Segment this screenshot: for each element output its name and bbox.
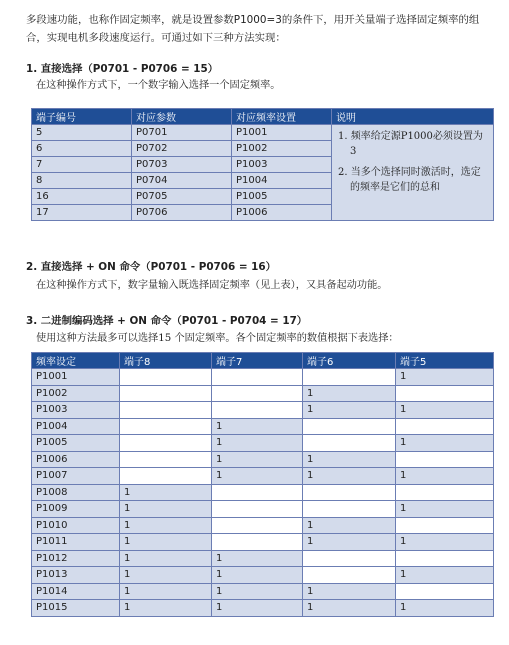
terminal-cell: 6 (32, 141, 132, 157)
freq-setting-cell: P1008 (32, 484, 120, 501)
terminal-state-cell (396, 451, 494, 468)
terminal-state-cell: 1 (396, 369, 494, 386)
terminal-cell: 7 (32, 157, 132, 173)
table-row (32, 484, 494, 501)
terminal-state-cell: 1 (120, 583, 212, 600)
terminal-state-cell (212, 385, 303, 402)
terminal-state-cell (120, 468, 212, 485)
terminal-state-cell (120, 369, 212, 386)
table-row (32, 468, 494, 485)
intro-paragraph: 多段速功能，也称作固定频率，就是设置参数P1000=3的条件下，用开关量端子选择固定频率的组合，实现电机多段速度运行。可通过如下三种方法实现： (26, 14, 480, 44)
terminal-state-cell (212, 369, 303, 386)
terminal-state-cell (396, 418, 494, 435)
terminal-state-cell (303, 484, 396, 501)
terminal-state-cell: 1 (212, 550, 303, 567)
table-row (32, 435, 494, 452)
notes-cell (332, 125, 494, 221)
table-header-row (32, 109, 494, 125)
terminal-state-cell (396, 583, 494, 600)
direct-selection-table (31, 108, 494, 221)
terminal-state-cell: 1 (120, 567, 212, 584)
terminal-state-cell: 1 (396, 468, 494, 485)
freq-setting-cell: P1007 (32, 468, 120, 485)
terminal-state-cell (303, 501, 396, 518)
terminal-state-cell: 1 (303, 517, 396, 534)
terminal-state-cell: 1 (396, 534, 494, 551)
note-item: 1. 频率给定源P1000必须设置为 3 (338, 131, 483, 157)
param-cell: P0704 (132, 173, 232, 189)
terminal-state-cell: 1 (303, 402, 396, 419)
table-row (32, 534, 494, 551)
table-row (32, 583, 494, 600)
header-cell: 端子6 (303, 353, 396, 369)
table-row (32, 418, 494, 435)
table-row (32, 567, 494, 584)
param-cell: P0701 (132, 125, 232, 141)
terminal-state-cell: 1 (303, 451, 396, 468)
terminal-state-cell (212, 517, 303, 534)
terminal-state-cell (120, 385, 212, 402)
freq-setting-cell: P1010 (32, 517, 120, 534)
freq-setting-cell: P1002 (32, 385, 120, 402)
table-row (32, 369, 494, 386)
header-cell: 说明 (332, 109, 494, 125)
header-cell: 端子5 (396, 353, 494, 369)
terminal-state-cell (120, 418, 212, 435)
header-cell: 对应频率设置 (232, 109, 332, 125)
note-item: 2. 当多个选择同时激活时，选定的频率是它们的总和 (338, 167, 481, 193)
terminal-state-cell: 1 (396, 435, 494, 452)
table-row (32, 125, 494, 141)
section1-title: 1. 直接选择（P0701 - P0706 = 15） (26, 63, 219, 75)
table-row (32, 451, 494, 468)
terminal-state-cell (303, 369, 396, 386)
header-cell: 对应参数 (132, 109, 232, 125)
terminal-state-cell: 1 (303, 468, 396, 485)
freq-setting-cell: P1001 (32, 369, 120, 386)
terminal-state-cell: 1 (303, 385, 396, 402)
table-row (32, 385, 494, 402)
param-cell: P0706 (132, 205, 232, 221)
table-row (32, 501, 494, 518)
header-cell: 端子编号 (32, 109, 132, 125)
terminal-state-cell: 1 (396, 567, 494, 584)
terminal-state-cell (303, 550, 396, 567)
table-row (32, 517, 494, 534)
terminal-state-cell: 1 (212, 567, 303, 584)
param-cell: P0703 (132, 157, 232, 173)
terminal-state-cell (303, 418, 396, 435)
freq-cell: P1002 (232, 141, 332, 157)
terminal-state-cell (303, 567, 396, 584)
freq-cell: P1004 (232, 173, 332, 189)
header-cell: 端子8 (120, 353, 212, 369)
freq-cell: P1003 (232, 157, 332, 173)
freq-setting-cell: P1009 (32, 501, 120, 518)
terminal-state-cell: 1 (212, 418, 303, 435)
freq-setting-cell: P1003 (32, 402, 120, 419)
terminal-cell: 8 (32, 173, 132, 189)
terminal-state-cell: 1 (120, 484, 212, 501)
terminal-state-cell (396, 484, 494, 501)
terminal-state-cell: 1 (396, 402, 494, 419)
param-cell: P0702 (132, 141, 232, 157)
terminal-state-cell: 1 (120, 517, 212, 534)
terminal-state-cell: 1 (212, 468, 303, 485)
section2-desc: 在这种操作方式下，数字量输入既选择固定频率（见上表），又具备起动功能。 (36, 280, 388, 291)
terminal-state-cell: 1 (303, 600, 396, 617)
terminal-state-cell: 1 (212, 583, 303, 600)
table-row (32, 402, 494, 419)
terminal-state-cell: 1 (120, 534, 212, 551)
terminal-cell: 5 (32, 125, 132, 141)
terminal-state-cell: 1 (396, 600, 494, 617)
terminal-state-cell: 1 (396, 501, 494, 518)
freq-cell: P1005 (232, 189, 332, 205)
terminal-cell: 16 (32, 189, 132, 205)
section1-desc: 在这种操作方式下，一个数字输入选择一个固定频率。 (36, 80, 281, 91)
section2-title: 2. 直接选择 + ON 命令（P0701 - P0706 = 16） (26, 261, 277, 273)
freq-setting-cell: P1015 (32, 600, 120, 617)
terminal-state-cell (396, 550, 494, 567)
terminal-state-cell (303, 435, 396, 452)
header-cell: 频率设定 (32, 353, 120, 369)
terminal-state-cell: 1 (120, 600, 212, 617)
terminal-state-cell (212, 402, 303, 419)
terminal-state-cell: 1 (212, 451, 303, 468)
binary-coded-table (31, 352, 494, 617)
terminal-state-cell (120, 402, 212, 419)
terminal-state-cell: 1 (120, 550, 212, 567)
terminal-state-cell: 1 (303, 534, 396, 551)
terminal-state-cell (212, 501, 303, 518)
freq-setting-cell: P1013 (32, 567, 120, 584)
terminal-state-cell (396, 385, 494, 402)
terminal-state-cell (120, 451, 212, 468)
freq-setting-cell: P1014 (32, 583, 120, 600)
terminal-state-cell (120, 435, 212, 452)
freq-cell: P1001 (232, 125, 332, 141)
table-row (32, 600, 494, 617)
freq-setting-cell: P1011 (32, 534, 120, 551)
section3-desc: 使用这种方法最多可以选择15 个固定频率。各个固定频率的数值根据下表选择： (36, 333, 399, 344)
header-cell: 端子7 (212, 353, 303, 369)
terminal-state-cell (212, 484, 303, 501)
freq-setting-cell: P1006 (32, 451, 120, 468)
freq-setting-cell: P1004 (32, 418, 120, 435)
freq-setting-cell: P1005 (32, 435, 120, 452)
table-row (32, 550, 494, 567)
param-cell: P0705 (132, 189, 232, 205)
terminal-state-cell: 1 (303, 583, 396, 600)
terminal-cell: 17 (32, 205, 132, 221)
terminal-state-cell: 1 (212, 600, 303, 617)
terminal-state-cell (396, 517, 494, 534)
terminal-state-cell: 1 (212, 435, 303, 452)
section3-title: 3. 二进制编码选择 + ON 命令（P0701 - P0704 = 17） (26, 315, 308, 327)
table-header-row (32, 353, 494, 369)
terminal-state-cell (212, 534, 303, 551)
freq-setting-cell: P1012 (32, 550, 120, 567)
terminal-state-cell: 1 (120, 501, 212, 518)
freq-cell: P1006 (232, 205, 332, 221)
